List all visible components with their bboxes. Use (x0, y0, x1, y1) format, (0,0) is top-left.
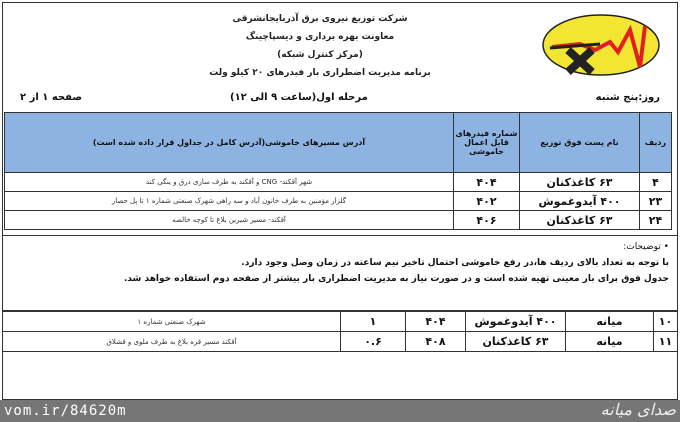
row-feeder: ۴۰۴ (454, 173, 520, 192)
page-label: صفحه ۱ از ۲ (20, 92, 82, 103)
row-load: ۰.۶ (341, 332, 406, 352)
watermark-logo: صدای میانه (600, 400, 676, 419)
row-address: آقکند- مسیر شیرین بلاغ تا کوچه خالصه (5, 211, 454, 230)
row-no: ۱۱ (654, 332, 678, 352)
header-post: نام پست فوق توزیع (520, 113, 640, 173)
table-row (5, 192, 672, 211)
footer-url[interactable]: vom.ir/84620m (4, 403, 127, 419)
row-post: ۴۰۰ آیدوغموش (466, 312, 566, 332)
row-feeder: ۴۰۲ (454, 192, 520, 211)
stage-label: مرحله اول(ساعت ۹ الی ۱۲) (230, 92, 368, 103)
notes-title: • توضیحات: (623, 242, 669, 252)
table-row (5, 173, 672, 192)
notes-section (2, 235, 678, 311)
row-feeder: ۴۰۴ (406, 312, 466, 332)
center-name: (مرکز کنترل شبکه) (277, 50, 363, 60)
row-no: ۱۰ (654, 312, 678, 332)
table-row (3, 312, 678, 332)
company-logo (540, 12, 662, 78)
row-post: ۶۳ کاغذکنان (520, 211, 640, 230)
table-row (5, 211, 672, 230)
company-name: شرکت توزیع نیروی برق آذربایجانشرقی (232, 14, 408, 24)
outage-table (4, 112, 672, 230)
header-address: آدرس مسیرهای خاموشی(آدرس کامل در جداول قرار داده شده است) (5, 113, 454, 173)
program-title: برنامه مدیریت اضطراری بار فیدرهای ۲۰ کیلو ولت (209, 68, 431, 78)
row-no: ۴ (640, 173, 672, 192)
second-table (2, 311, 678, 352)
notes-line-1: با توجه به تعداد بالای ردیف ها،در رفع خاموشی احتمال تاخیر نیم ساعته در زمان وصل وجود دارد. (241, 258, 669, 268)
day-label: روز:پنج شنبه (595, 92, 660, 103)
deputy-name: معاونت بهره برداری و دیسپاچینگ (245, 32, 395, 42)
footer-bar (0, 400, 680, 422)
row-city: میانه (566, 312, 654, 332)
row-address: شهرک صنعتی شماره ۱ (3, 312, 341, 332)
row-address: شهر آقکند- CNG و آقکند به طرف ساری درق و ینگی کند (5, 173, 454, 192)
row-feeder: ۴۰۶ (454, 211, 520, 230)
table-header-row (5, 113, 672, 173)
row-no: ۲۴ (640, 211, 672, 230)
row-city: میانه (566, 332, 654, 352)
row-feeder: ۴۰۸ (406, 332, 466, 352)
row-post: ۶۳ کاغذکنان (520, 173, 640, 192)
row-address: آقکند مسیر قره بلاغ به طرف ملوی و قشلاق (3, 332, 341, 352)
row-post: ۶۳ کاغذکنان (466, 332, 566, 352)
table-row (3, 332, 678, 352)
row-load: ۱ (341, 312, 406, 332)
header-feeder: شماره فیدرهای قابل اعمال خاموشی (454, 113, 520, 173)
notes-line-2: جدول فوق برای بار معینی تهیه شده است و در صورت نیاز به مدیریت اضطراری بار بیشتر از صفحه دوم استفاده خواهد شد. (123, 274, 669, 284)
row-post: ۴۰۰ آیدوغموش (520, 192, 640, 211)
header-row-no: ردیف (640, 113, 672, 173)
row-address: گلزار مؤمنین به طرف خانون آباد و سه راهی شهرک صنعتی شماره ۱ تا پل حصار (5, 192, 454, 211)
row-no: ۲۳ (640, 192, 672, 211)
